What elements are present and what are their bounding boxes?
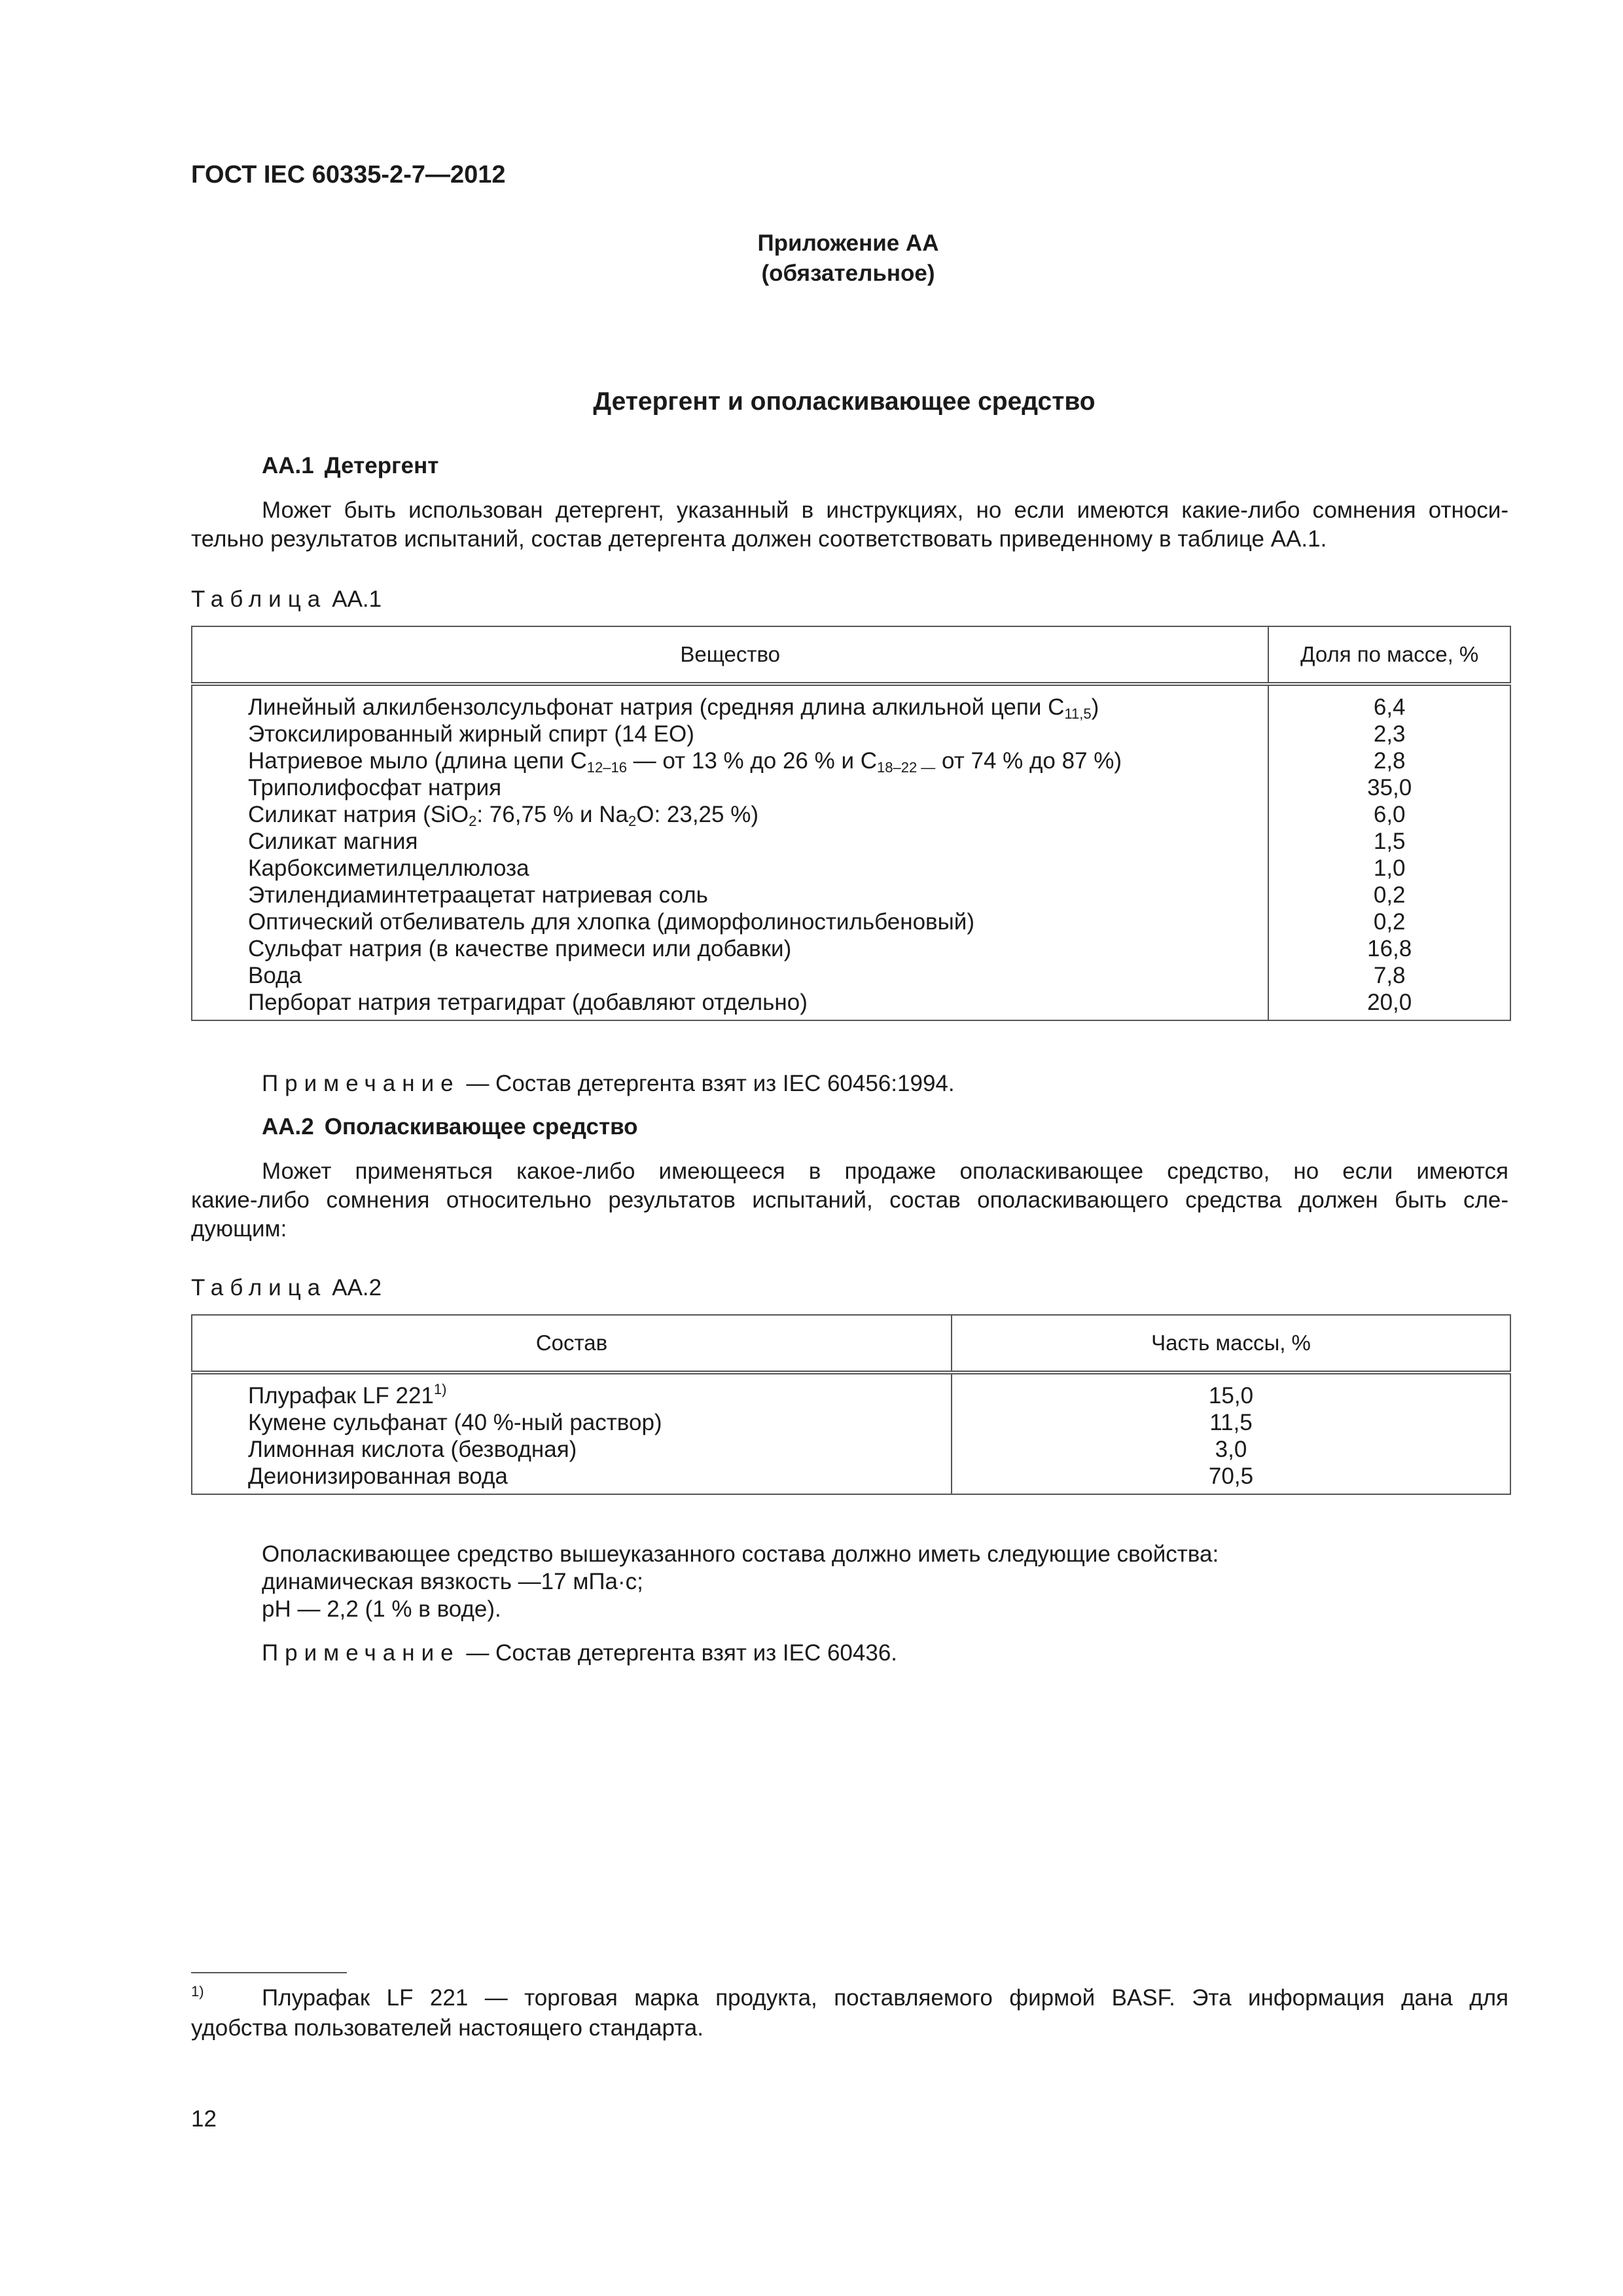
section-number: АА.2 xyxy=(262,1114,314,1139)
table-row xyxy=(192,908,1510,935)
footnote xyxy=(191,1983,1508,2043)
paragraph-line: Может быть использован детергент, указанный в инструкциях, но если имеются какие-либо сомнения относи- xyxy=(262,497,1508,523)
page-number: 12 xyxy=(191,2106,217,2132)
value-cell: 20,0 xyxy=(1268,989,1510,1020)
footnote-marker: 1) xyxy=(191,1983,204,2000)
caption-label: Таблица xyxy=(191,1275,327,1300)
section-heading-aa1 xyxy=(262,453,438,479)
section-title: Ополаскивающее средство xyxy=(324,1114,638,1139)
table-aa2-caption xyxy=(191,1275,382,1301)
note-text: — Состав детергента взят из IEC 60436. xyxy=(459,1640,898,1666)
substance-cell: Триполифосфат натрия xyxy=(192,774,1268,801)
substance-cell: Оптический отбеливатель для хлопка (диморфолиностильбеновый) xyxy=(192,908,1268,935)
table-row xyxy=(192,1436,1510,1463)
caption-label: Таблица xyxy=(191,586,327,612)
table-row xyxy=(192,1409,1510,1436)
table-row xyxy=(192,882,1510,908)
footnote-separator xyxy=(191,1972,347,1973)
table-aa2 xyxy=(191,1314,1511,1495)
value-cell: 2,3 xyxy=(1268,721,1510,747)
column-header-composition: Состав xyxy=(192,1315,952,1372)
table-row xyxy=(192,962,1510,989)
composition-cell: Лимонная кислота (безводная) xyxy=(192,1436,952,1463)
note-label: Примечание xyxy=(262,1640,460,1666)
table-row xyxy=(192,1463,1510,1494)
value-cell: 1,0 xyxy=(1268,855,1510,882)
value-cell: 35,0 xyxy=(1268,774,1510,801)
composition-cell: Деионизированная вода xyxy=(192,1463,952,1494)
table-row xyxy=(192,935,1510,962)
value-cell: 0,2 xyxy=(1268,908,1510,935)
note-label: Примечание xyxy=(262,1071,460,1096)
paragraph-line: Может применяться какое-либо имеющееся в продаже ополаскивающее средство, но если имеются xyxy=(262,1158,1508,1184)
table-row xyxy=(192,989,1510,1020)
paragraph-line: тельно результатов испытаний, состав детергента должен соответствовать приведенному в таблице АА.1. xyxy=(191,526,1327,552)
substance-cell: Карбоксиметилцеллюлоза xyxy=(192,855,1268,882)
footnote-reference: 1) xyxy=(433,1381,447,1397)
paragraph-line: дующим: xyxy=(191,1216,287,1242)
caption-number: АА.1 xyxy=(332,586,382,612)
substance-cell: Силикат магния xyxy=(192,828,1268,855)
substance-cell: Линейный алкилбензолсульфонат натрия (средняя длина алкильной цепи $C_{11,5}$) xyxy=(192,684,1268,721)
document-code: ГОСТ IEC 60335-2-7—2012 xyxy=(191,161,506,188)
value-cell: 1,5 xyxy=(1268,828,1510,855)
value-cell: 6,0 xyxy=(1268,801,1510,828)
table-row xyxy=(192,684,1510,721)
substance-cell: Силикат натрия (SiO$_2$: 76,75 % и $Na_2O$: 23,25 %) xyxy=(192,801,1268,828)
value-cell: 16,8 xyxy=(1268,935,1510,962)
table-aa1-note xyxy=(262,1071,955,1097)
substance-cell: Сульфат натрия (в качестве примеси или добавки) xyxy=(192,935,1268,962)
table-row xyxy=(192,801,1510,828)
substance-cell: Вода xyxy=(192,962,1268,989)
substance-cell: Этоксилированный жирный спирт (14 EO) xyxy=(192,721,1268,747)
note-text: — Состав детергента взят из IEC 60456:1994. xyxy=(459,1071,955,1096)
substance-cell: Перборат натрия тетрагидрат (добавляют отдельно) xyxy=(192,989,1268,1020)
properties-intro: Ополаскивающее средство вышеуказанного состава должно иметь следующие свойства: xyxy=(262,1541,1219,1567)
composition-cell: Плурафак LF 221$^{1)}$ xyxy=(192,1372,952,1409)
composition-cell: Кумене сульфанат (40 %-ный раствор) xyxy=(192,1409,952,1436)
section-aa1-paragraph xyxy=(191,496,1508,554)
section-aa2-paragraph xyxy=(191,1157,1508,1244)
value-cell: 15,0 xyxy=(952,1372,1510,1409)
value-cell: 2,8 xyxy=(1268,747,1510,774)
table-row xyxy=(192,721,1510,747)
property-ph: pH — 2,2 (1 % в воде). xyxy=(262,1596,501,1622)
property-viscosity: динамическая вязкость —17 мПа·с; xyxy=(262,1569,643,1594)
value-cell: 7,8 xyxy=(1268,962,1510,989)
table-row xyxy=(192,1372,1510,1409)
value-cell: 11,5 xyxy=(952,1409,1510,1436)
paragraph-line: какие-либо сомнения относительно результатов испытаний, состав ополаскивающего средства должен быть сле- xyxy=(191,1187,1508,1213)
footnote-line: Плурафак LF 221 — торговая марка продукта, поставляемого фирмой BASF. Эта информация дана для xyxy=(262,1985,1508,2011)
table-row xyxy=(192,747,1510,774)
caption-number: АА.2 xyxy=(332,1275,382,1300)
section-title: Детергент xyxy=(324,453,439,478)
table-aa1-caption xyxy=(191,586,382,613)
annex-title: Приложение АА xyxy=(757,230,939,256)
rinse-aid-properties xyxy=(262,1541,1219,1623)
table-aa2-note xyxy=(262,1640,897,1666)
column-header-mass-share: Доля по массе, % xyxy=(1268,626,1510,684)
column-header-mass-part: Часть массы, % xyxy=(952,1315,1510,1372)
value-cell: 3,0 xyxy=(952,1436,1510,1463)
value-cell: 0,2 xyxy=(1268,882,1510,908)
table-aa1 xyxy=(191,626,1511,1021)
substance-cell: Этилендиаминтетраацетат натриевая соль xyxy=(192,882,1268,908)
annex-main-title: Детергент и ополаскивающее средство xyxy=(593,387,1096,416)
footnote-line: удобства пользователей настоящего стандарта. xyxy=(191,2015,704,2041)
substance-cell: Натриевое мыло (длина цепи $C_{12-16}$ — от 13 % до 26 % и $C_{18-22 —}$ от 74 % до 87 %) xyxy=(192,747,1268,774)
value-cell: 70,5 xyxy=(952,1463,1510,1494)
table-row xyxy=(192,774,1510,801)
annex-status: (обязательное) xyxy=(761,260,935,286)
table-row xyxy=(192,828,1510,855)
table-row xyxy=(192,855,1510,882)
section-number: АА.1 xyxy=(262,453,314,478)
section-heading-aa2 xyxy=(262,1114,638,1140)
column-header-substance: Вещество xyxy=(192,626,1268,684)
value-cell: 6,4 xyxy=(1268,684,1510,721)
